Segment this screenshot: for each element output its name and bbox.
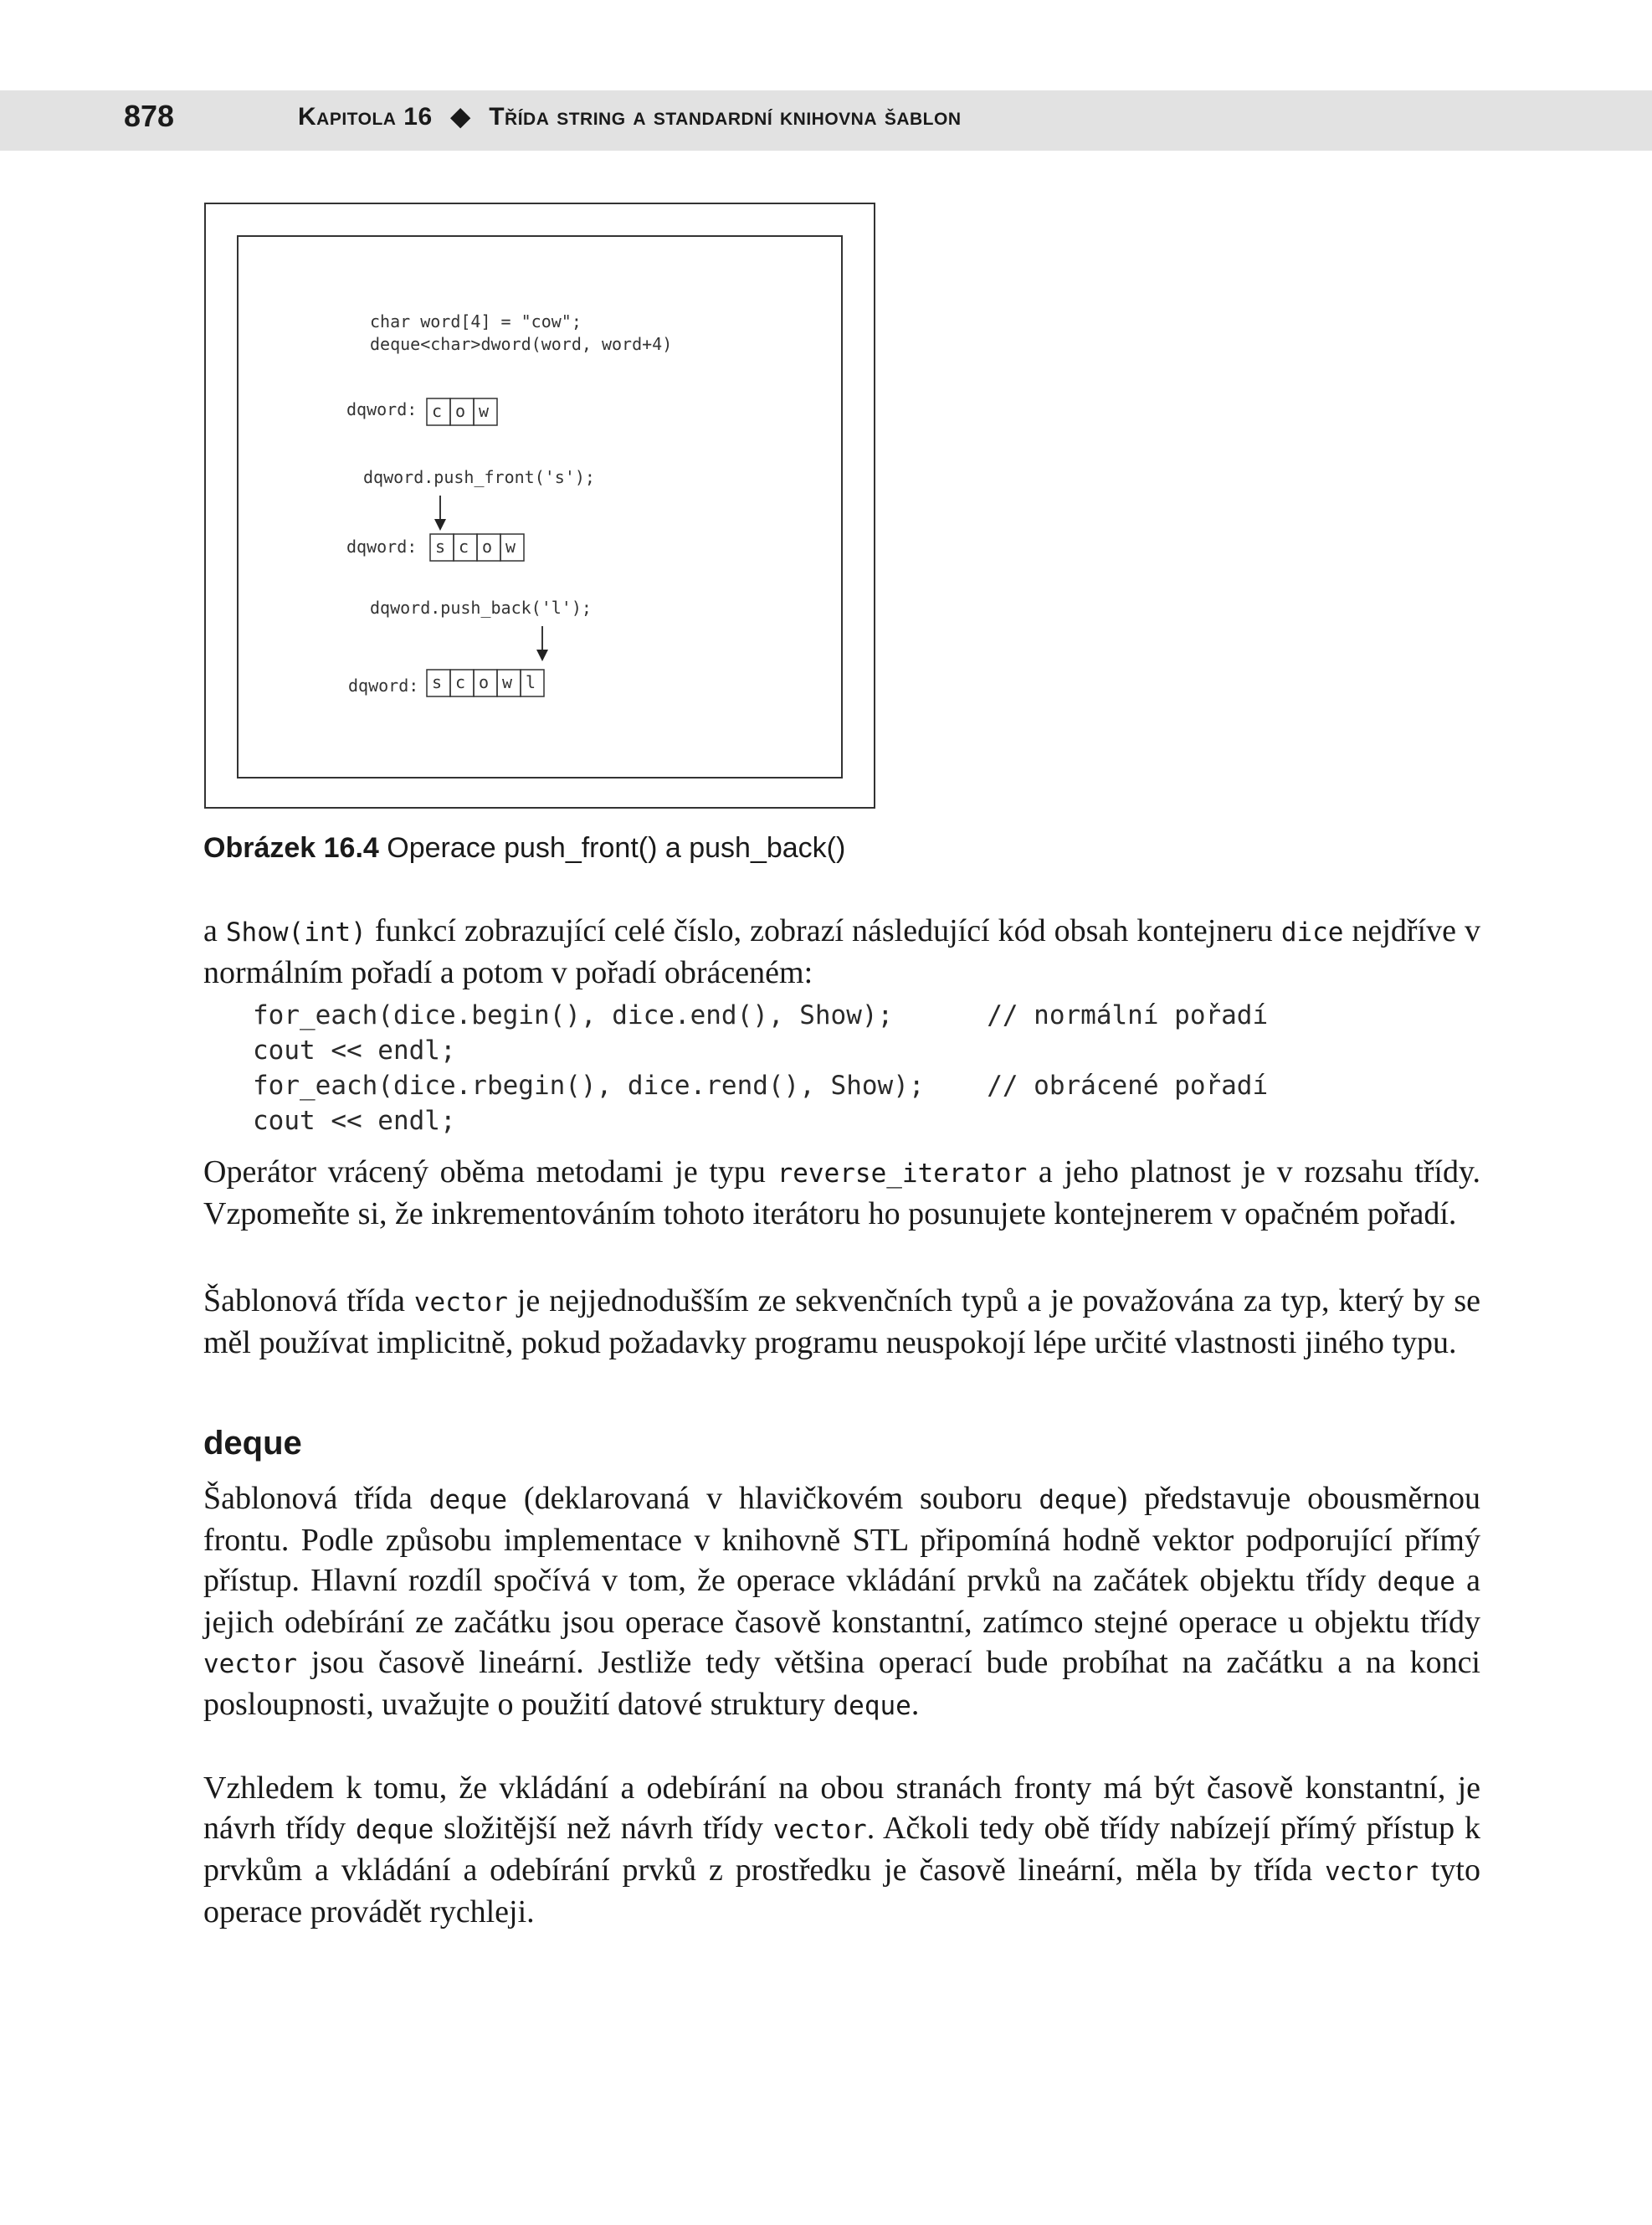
paragraph-3: Šablonová třída vector je nejjednodušším ze sekvenčních typů a je považována za typ, který by se měl používat implicitně, pokud požadavky programu neuspokojí lépe určité vlastnosti jiného typu. xyxy=(203,1283,1480,1360)
code-line: for_each(dice.rbegin(), dice.rend(), Show); // obrácené pořadí xyxy=(253,1071,1269,1101)
paragraph-2: Operátor vrácený oběma metodami je typu reverse_iterator a jeho platnost je v rozsahu třídy. Vzpomeňte si, že inkrementováním tohoto iterátoru ho posunujete kontejnerem v opačném pořadí. xyxy=(203,1154,1480,1231)
cell: w xyxy=(502,672,513,692)
code-line: for_each(dice.begin(), dice.end(), Show); // normální pořadí xyxy=(253,1000,1269,1030)
cells-row-1 xyxy=(427,398,497,425)
cells-row-2 xyxy=(430,534,524,561)
paragraph-4: Šablonová třída deque (deklarovaná v hlavičkovém souboru deque) představuje obousměrnou frontu. Podle způsobu implementace v knihovně STL připomíná hodně vektor podporující přímý přístup. Hlavní rozdíl spočívá v tom, že operace vkládání prvků na začátek objektu třídy deque a jejich odebírání ze začátku jsou operace časově konstantní, zatímco stejné operace u objektu třídy vector jsou časově lineární. Jestliže tedy většina operací bude probíhat na začátku a na konci posloupnosti, uvažujte o použití datové struktury deque. xyxy=(203,1481,1481,1722)
chapter-label: Kapitola 16 xyxy=(298,103,433,131)
arrow-down-icon xyxy=(434,519,446,531)
cell: s xyxy=(432,672,443,692)
cell: c xyxy=(455,672,466,692)
cell: o xyxy=(482,537,493,557)
cell: o xyxy=(479,672,490,692)
dqword-label-1: dqword: xyxy=(346,399,418,419)
caption-label: Obrázek 16.4 xyxy=(203,832,379,864)
chapter-title: Třída string a standardní knihovna šablon xyxy=(489,103,962,131)
push-back-call: dqword.push_back('l'); xyxy=(370,598,592,618)
cells-row-3 xyxy=(427,670,544,696)
page-number: 878 xyxy=(124,99,175,133)
arrow-down-icon xyxy=(536,650,548,661)
section-heading: deque xyxy=(203,1425,302,1462)
figure-caption xyxy=(203,832,845,865)
cell: c xyxy=(432,401,443,421)
running-header xyxy=(298,102,962,131)
code-line: cout << endl; xyxy=(253,1106,456,1136)
caption-text: Operace push_front() a push_back() xyxy=(387,832,846,864)
figure-16-4 xyxy=(204,203,875,809)
cell: s xyxy=(435,537,446,557)
deque-diagram xyxy=(206,204,877,810)
figure-code-line-2: deque<char>dword(word, word+4) xyxy=(370,334,673,354)
dqword-label-3: dqword: xyxy=(348,676,419,696)
push-front-call: dqword.push_front('s'); xyxy=(363,467,595,487)
figure-code-line-1: char word[4] = "cow"; xyxy=(370,311,582,331)
diamond-separator-icon: ◆ xyxy=(450,103,471,131)
cell: w xyxy=(505,537,516,557)
paragraph-1: a Show(int) funkcí zobrazující celé číslo, zobrazí následující kód obsah kontejneru dice nejdříve v normálním pořadí a potom v pořadí obráceném: xyxy=(203,913,1480,990)
cell: o xyxy=(455,401,466,421)
cell: c xyxy=(459,537,469,557)
code-line: cout << endl; xyxy=(253,1035,456,1066)
cell: l xyxy=(526,672,536,692)
cell: w xyxy=(479,401,490,421)
paragraph-5: Vzhledem k tomu, že vkládání a odebírání na obou stranách fronty má být časově konstantní, je návrh třídy deque složitější než návrh třídy vector. Ačkoli tedy obě třídy nabízejí přímý přístup k prvkům a vkládání a odebírání prvků z prostředku je časově lineární, měla by třída vector tyto operace provádět rychleji. xyxy=(203,1770,1480,1930)
code-block xyxy=(253,998,1268,1138)
dqword-label-2: dqword: xyxy=(346,537,418,557)
